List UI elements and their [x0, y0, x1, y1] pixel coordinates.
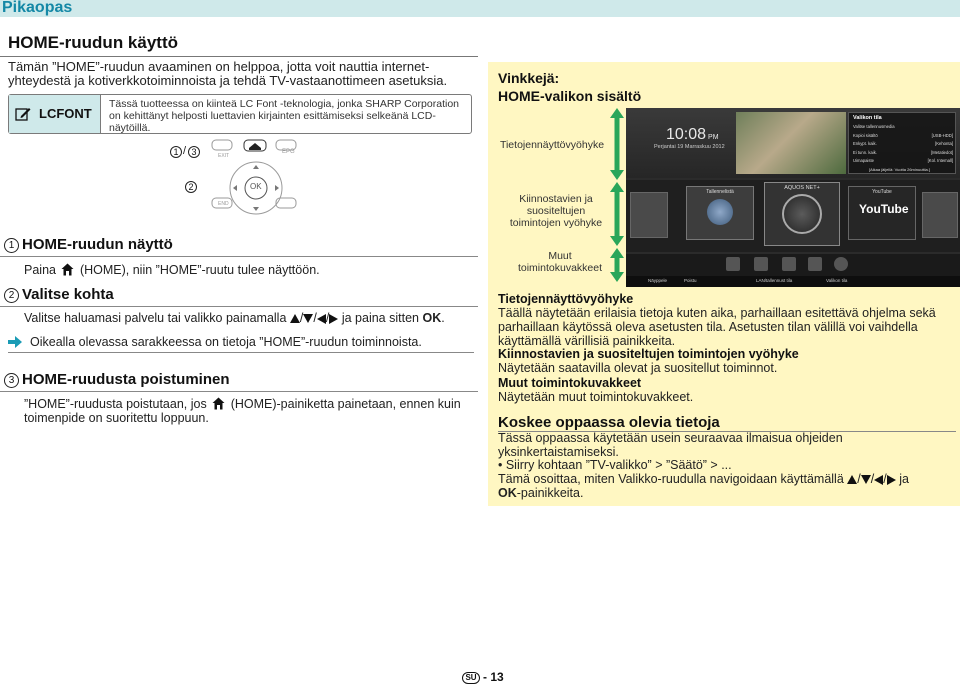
page-number: [462, 670, 504, 684]
step-2-text-after: ja paina sitten: [341, 311, 419, 325]
pencil-note-icon: [15, 107, 31, 121]
tv-panel-row-key: Enkypt. kaik.: [853, 141, 877, 146]
callout-3: 3: [188, 146, 200, 158]
tv-panel-row: [853, 124, 953, 129]
tv-other-icons-zone: [626, 254, 960, 276]
tv-card-recordings: [686, 186, 754, 240]
language-badge: SU: [462, 672, 480, 684]
guide-ok-suffix: -painikkeita.: [516, 486, 584, 500]
zone-info-arrow-icon: [610, 108, 624, 180]
tv-bottom-bar: [626, 276, 960, 287]
tv-card-aquos: [764, 182, 840, 246]
tv-panel-row: [853, 141, 953, 146]
step-1-divider: [0, 256, 478, 257]
tv-card-right: [922, 192, 958, 238]
guide-sep: /: [870, 472, 875, 486]
guide-line2-before: Tämä osoittaa, miten Valikko-ruudulla navigoidaan käyttämällä: [498, 472, 844, 486]
step-1-number: 1: [4, 238, 19, 253]
step-2-number: 2: [4, 288, 19, 303]
callout-slash: /: [183, 145, 187, 157]
desc-other-text: Näytetään muut toimintokuvakkeet.: [498, 390, 694, 404]
tv-clock: [666, 126, 719, 144]
guide-line2: [498, 472, 956, 500]
home-screen-screenshot: [626, 108, 960, 287]
tv-panel-row-value: [USB-HDD]: [931, 132, 953, 138]
callout-2: 2: [185, 181, 197, 193]
zone-other-label: Muut toimintokuvakkeet: [517, 250, 603, 274]
tv-app-icon: [754, 257, 768, 271]
desc-info-heading: Tietojennäyttövyöhyke: [498, 292, 634, 306]
tips-title-line1: Vinkkejä:: [498, 70, 560, 86]
lcfont-label: LCFONT: [39, 106, 92, 121]
tv-panel-row-value: [Metatiedot]: [931, 149, 953, 155]
header-bar: [0, 0, 960, 17]
lcfont-text: Tässä tuotteessa on kiinteä LC Font -teknologia, jonka SHARP Corporation on kehittänyt helposti luettavien kirjainten esittämiseksi selkeänä LCD-näytöillä.: [109, 98, 459, 134]
step-3-divider: [0, 391, 478, 392]
tv-app-icon: [808, 257, 822, 271]
youtube-logo: YouTube: [859, 202, 909, 216]
tv-panel-row-key: Valitse tallennusmedia: [853, 124, 895, 129]
tv-panel-row: [853, 150, 953, 155]
arrow-left-icon: [874, 475, 883, 485]
step-1-text-before: Paina: [24, 263, 56, 277]
tv-card-youtube: [848, 186, 916, 240]
arrow-down-icon: [861, 475, 871, 484]
tv-card-aquos-label: AQUOS NET+: [784, 185, 820, 191]
guide-sep: /: [857, 472, 861, 486]
tv-card-recordings-image: [707, 199, 733, 225]
desc-info-text: Täällä näytetään erilaisia tietoja kuten aika, parhaillaan esitettävä ohjelma sekä parhaillaan käytössä oleva asetusten tila. Asetusten tilan välillä voi vaihdella käyttämällä värillisiä painikkeita.: [498, 306, 936, 348]
arrow-down-icon: [303, 314, 313, 323]
step-3-text: [24, 397, 464, 425]
tv-app-icon: [726, 257, 740, 271]
tv-card-left: [630, 192, 668, 238]
tv-app-icon: [834, 257, 848, 271]
tv-panel-row-key: Uimapaiste: [853, 158, 874, 163]
tv-ampm: PM: [708, 134, 719, 141]
arrow-left-icon: [317, 314, 326, 324]
page-number-text: - 13: [483, 670, 504, 684]
step-3-title: HOME-ruudusta poistuminen: [22, 371, 230, 388]
tv-app-icon: [782, 257, 796, 271]
section-divider: [0, 56, 478, 57]
home-icon: [212, 397, 225, 410]
desc-recommended-heading: Kiinnostavien ja suositeltujen toimintojen vyöhyke: [498, 347, 799, 361]
remote-ok-label: OK: [250, 182, 262, 191]
page-header-title: Pikaopas: [2, 0, 73, 16]
desc-other-heading: Muut toimintokuvakkeet: [498, 376, 642, 390]
zone-other-arrow-icon: [610, 248, 624, 282]
guide-line1: Tässä oppaassa käytetään usein seuraavaa ilmaisua ohjeiden yksinkertaistamiseksi.: [498, 431, 843, 459]
step-1-text-after: (HOME), niin ”HOME”-ruutu tulee näyttöön.: [79, 263, 320, 277]
guide-line2-after: ja: [899, 472, 909, 486]
step-3-text-before: ”HOME”-ruudusta poistutaan, jos: [24, 397, 207, 411]
arrow-up-icon: [847, 475, 857, 484]
guide-bullet: • Siirry kohtaan ”TV-valikko” > ”Säätö” > ...: [498, 458, 732, 472]
lcfont-note: [8, 94, 472, 134]
note-arrow-icon: [8, 336, 22, 348]
tv-bottom-label: LAN/tallennust tila: [756, 278, 793, 283]
remote-exit-label: EXIT: [218, 153, 230, 159]
arrow-up-icon: [290, 314, 300, 323]
section-title: HOME-ruudun käyttö: [8, 33, 178, 52]
tv-card-youtube-label: YouTube: [872, 189, 892, 195]
callout-1: 1: [170, 146, 182, 158]
step-2-divider: [0, 306, 478, 307]
step-2-text-before: Valitse haluamasi palvelu tai valikko painamalla: [24, 311, 287, 325]
tv-time: 10:08: [666, 126, 707, 143]
step-1-title: HOME-ruudun näyttö: [22, 236, 173, 253]
zone-recommended-label: Kiinnostavien ja suositeltujen toimintojen vyöhyke: [509, 193, 603, 229]
home-icon: [61, 263, 74, 276]
step-2-text: Valitse haluamasi palvelu tai valikko painamalla / / / ja paina sitten OK.: [24, 311, 445, 325]
tips-title: [498, 69, 641, 105]
step-2-sep: /: [325, 311, 330, 325]
arrow-right-icon: [887, 475, 896, 485]
tv-card-aquos-image: [782, 194, 822, 234]
lcfont-tab: [9, 95, 101, 133]
tv-bottom-label: Näyppele: [648, 278, 668, 283]
tv-panel-row-value: [Kehonta]: [935, 141, 953, 146]
tv-recommended-zone: [626, 180, 960, 252]
ok-key-label: OK: [422, 311, 442, 325]
tv-panel-row: [853, 158, 953, 163]
tv-panel-footer: [Aikaa jäljellä: Vuotta 26minuuttia.]: [869, 167, 930, 172]
intro-text: Tämän ”HOME”-ruudun avaaminen on helppoa, jotta voit nauttia internet-yhteydestä ja kotiverkkotoiminnoista ja tehdä TV-vastaanottimeen asetuksia.: [8, 59, 448, 88]
tv-broadcast-image: [736, 112, 846, 174]
desc-recommended-text: Näytetään saatavilla olevat ja suositellut toiminnot.: [498, 361, 778, 375]
step-2-title: Valitse kohta: [22, 286, 114, 303]
step-2-sep: /: [313, 311, 317, 325]
tv-bottom-label: Valikon tila: [826, 278, 848, 283]
zone-recommended-arrow-icon: [610, 182, 624, 246]
step-2-sep: /: [299, 311, 304, 325]
remote-epg-label: EPG: [282, 149, 295, 155]
step-1-text: [24, 263, 320, 277]
tips-title-line2: HOME-valikon sisältö: [498, 88, 642, 104]
tv-date: Perjantai 19 Marraskuu 2012: [654, 144, 725, 150]
guide-sep: /: [883, 472, 887, 486]
tv-bottom-label: Poistu: [684, 278, 697, 283]
zone-info-label: Tietojennäyttövyöhyke: [499, 139, 605, 151]
tv-card-recordings-label: Tallennelistä: [706, 189, 734, 195]
note-text: Oikealla olevassa sarakkeessa on tietoja ”HOME”-ruudun toiminnoista.: [30, 335, 422, 349]
note-row: [8, 333, 474, 353]
tv-panel-row-key: Ei tunn. kaik.: [853, 149, 877, 155]
tv-panel-row-value: [Kol. Intemall]: [927, 158, 953, 163]
guide-title: Koskee oppaassa olevia tietoja: [498, 414, 720, 431]
tv-panel-row: [853, 133, 953, 138]
tv-panel-title: Valikon tila: [853, 115, 882, 121]
step-3-number: 3: [4, 373, 19, 388]
remote-end-label: END: [218, 201, 229, 207]
tv-panel-row-key: Kopioi sisältö: [853, 132, 878, 138]
arrow-right-icon: [329, 314, 338, 324]
tv-status-panel: [848, 112, 956, 174]
ok-key-label: OK: [498, 486, 517, 500]
step-3-text-after: (HOME)-painiketta painetaan, ennen kuin toimenpide on suoritettu loppuun.: [24, 397, 461, 425]
